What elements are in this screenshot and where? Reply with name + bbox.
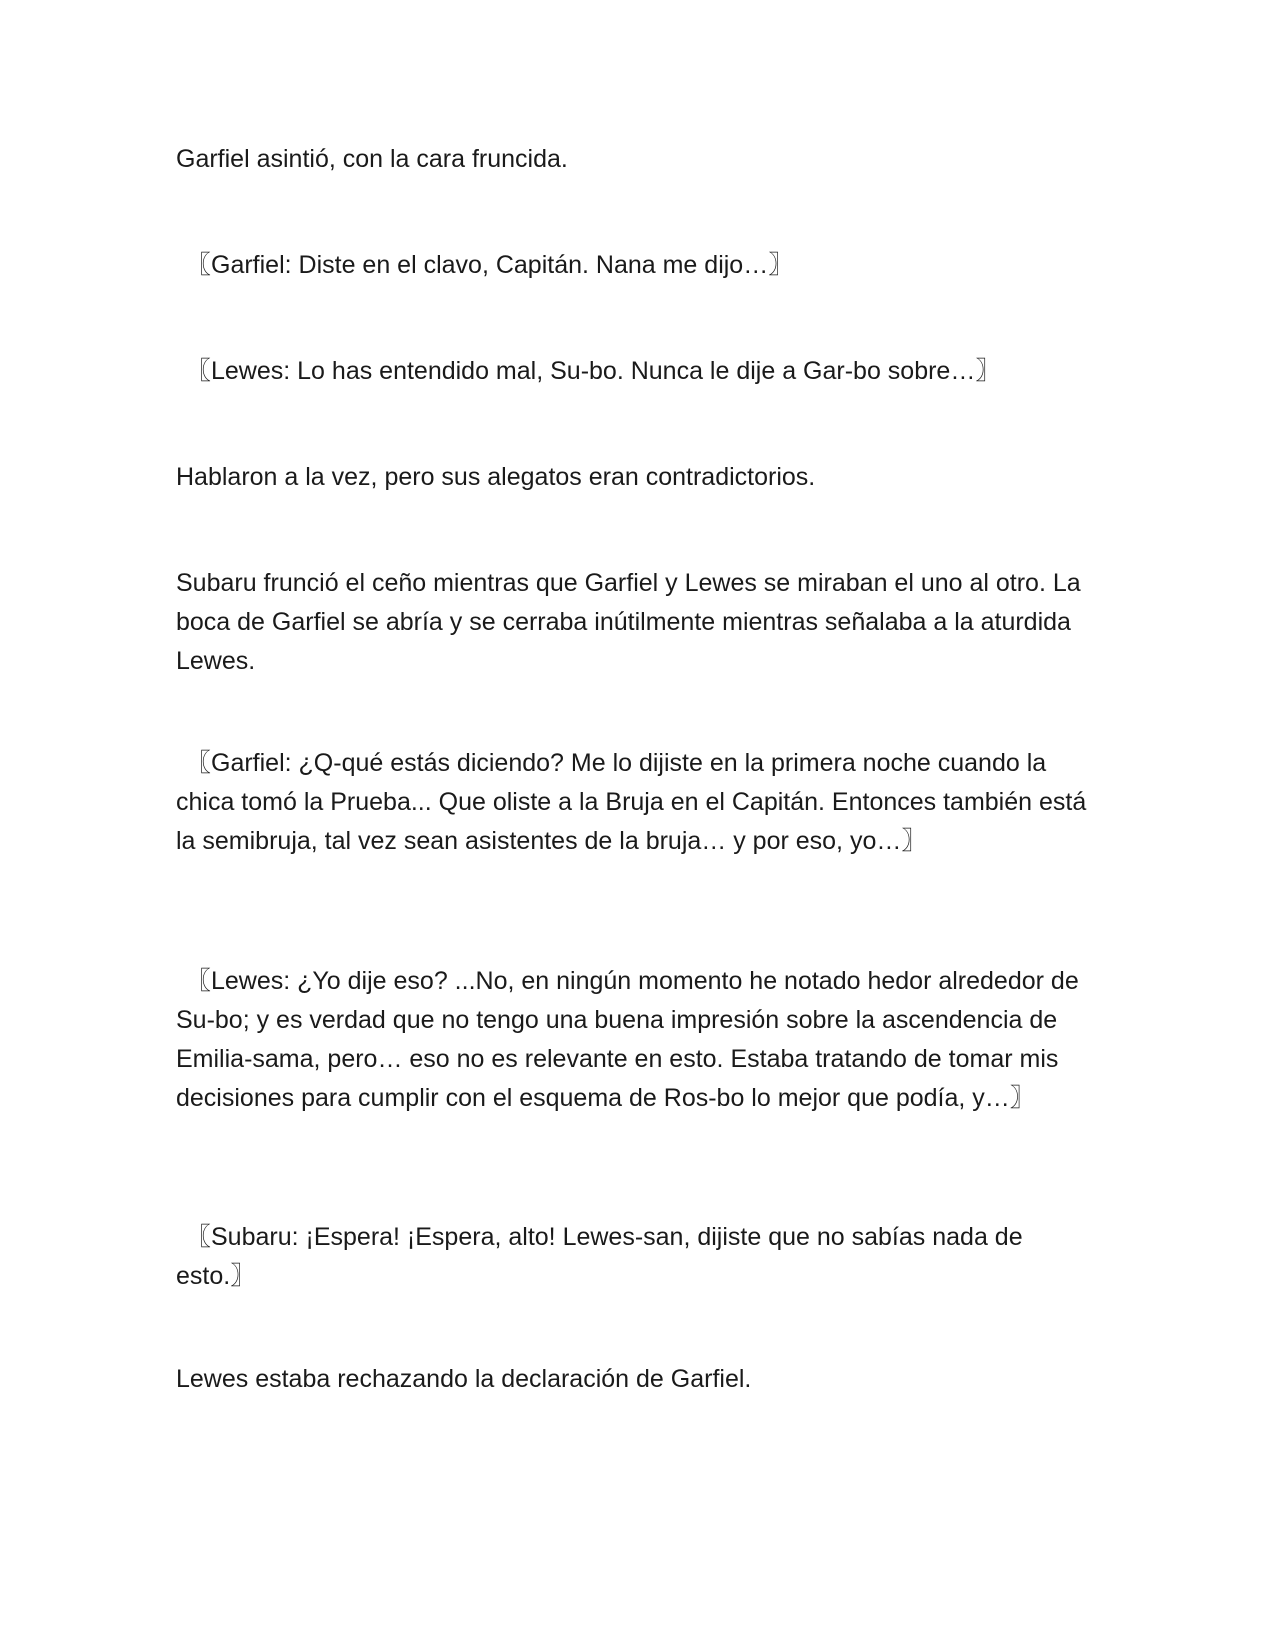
dialogue-lewes: 〖Lewes: Lo has entendido mal, Su-bo. Nunca le dije a Gar-bo sobre…〗	[186, 357, 1001, 385]
dialogue-garfiel: 〖Garfiel: Diste en el clavo, Capitán. Nana me dijo…〗	[186, 251, 794, 279]
narration-paragraph: Lewes estaba rechazando la declaración de Garfiel.	[176, 1365, 752, 1393]
narration-paragraph: Garfiel asintió, con la cara fruncida.	[176, 145, 568, 173]
dialogue-subaru: 〖Subaru: ¡Espera! ¡Espera, alto! Lewes-san, dijiste que no sabías nada de esto.〗	[176, 1223, 1023, 1290]
narration-paragraph: Subaru frunció el ceño mientras que Garfiel y Lewes se miraban el uno al otro. La boca de Garfiel se abría y se cerraba inútilmente mientras señalaba a la aturdida Lewes.	[176, 569, 1081, 675]
dialogue-garfiel: 〖Garfiel: ¿Q-qué estás diciendo? Me lo dijiste en la primera noche cuando la chica tomó la Prueba... Que oliste a la Bruja en el Capitán. Entonces también está la semibruja, tal vez sean asistentes de la bruja… y por eso, yo…〗	[176, 749, 1087, 855]
narration-paragraph: Hablaron a la vez, pero sus alegatos eran contradictorios.	[176, 463, 816, 491]
dialogue-lewes: 〖Lewes: ¿Yo dije eso? ...No, en ningún momento he notado hedor alrededor de Su-bo; y es verdad que no tengo una buena impresión sobre la ascendencia de Emilia-sama, pero… eso no es relevante en esto. Estaba tratando de tomar mis decisiones para cumplir con el esquema de Ros-bo lo mejor que podía, y…〗	[176, 967, 1079, 1112]
